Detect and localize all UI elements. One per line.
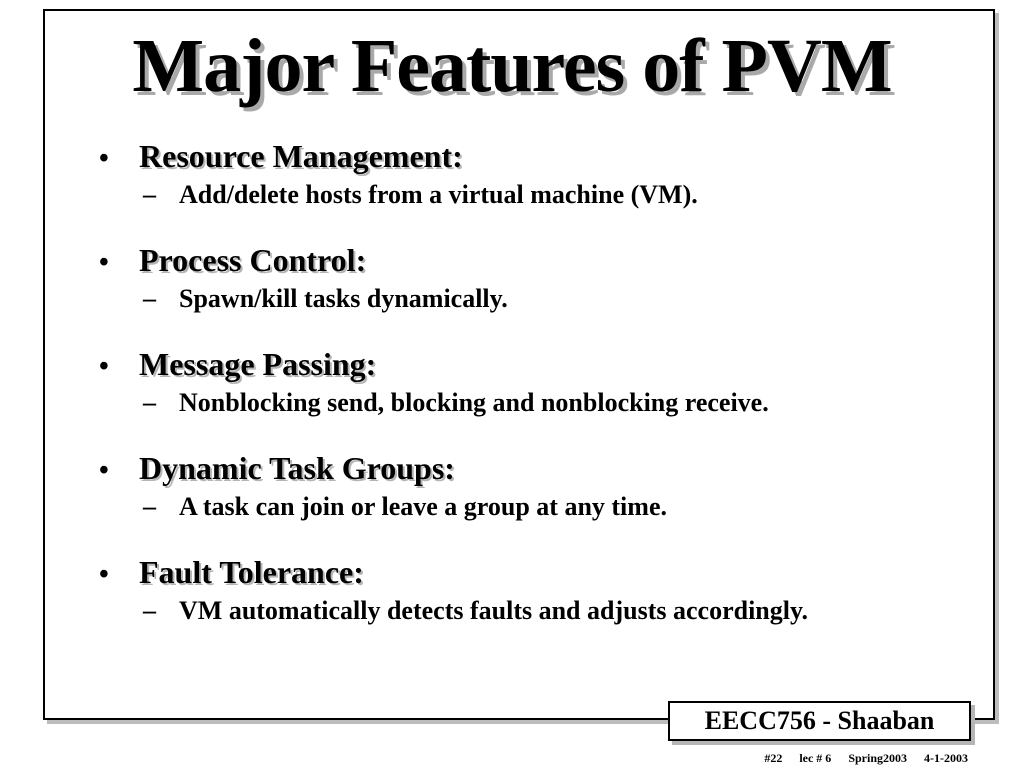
bullet-item-process-control <box>95 242 975 326</box>
bullet-item-message-passing <box>95 346 975 430</box>
dash-glyph: – <box>143 388 156 417</box>
bullet-subtext: Add/delete hosts from a virtual machine (VM). <box>179 180 698 209</box>
bullet-list <box>95 138 975 638</box>
bullet-glyph: • <box>99 143 109 174</box>
bullet-glyph: • <box>99 351 109 382</box>
dash-glyph: – <box>143 284 156 313</box>
course-badge <box>668 701 971 741</box>
bullet-heading: Process Control: <box>139 242 367 278</box>
dash-glyph: – <box>143 492 156 521</box>
bullet-item-resource-management <box>95 138 975 222</box>
lecture-number: lec # 6 <box>799 751 832 765</box>
bullet-subtext: VM automatically detects faults and adjusts accordingly. <box>179 596 809 625</box>
date-label: 4-1-2003 <box>924 751 968 765</box>
bullet-subtext: A task can join or leave a group at any time. <box>179 492 667 521</box>
bullet-glyph: • <box>99 559 109 590</box>
bullet-heading: Resource Management: <box>139 138 463 174</box>
bullet-item-fault-tolerance <box>95 554 975 638</box>
bullet-glyph: • <box>99 247 109 278</box>
bullet-heading: Message Passing: <box>139 346 377 382</box>
slide-number: #22 <box>764 751 783 765</box>
bullet-heading: Dynamic Task Groups: <box>139 450 455 486</box>
dash-glyph: – <box>143 596 156 625</box>
bullet-heading: Fault Tolerance: <box>139 554 364 590</box>
term-label: Spring2003 <box>848 751 907 765</box>
course-label: EECC756 - Shaaban <box>704 706 935 735</box>
slide-title: Major Features of PVM <box>132 24 892 108</box>
footer-meta <box>764 751 968 766</box>
dash-glyph: – <box>143 180 156 209</box>
bullet-item-dynamic-task-groups <box>95 450 975 534</box>
bullet-glyph: • <box>99 455 109 486</box>
bullet-subtext: Spawn/kill tasks dynamically. <box>179 284 508 313</box>
bullet-subtext: Nonblocking send, blocking and nonblocking receive. <box>179 388 769 417</box>
